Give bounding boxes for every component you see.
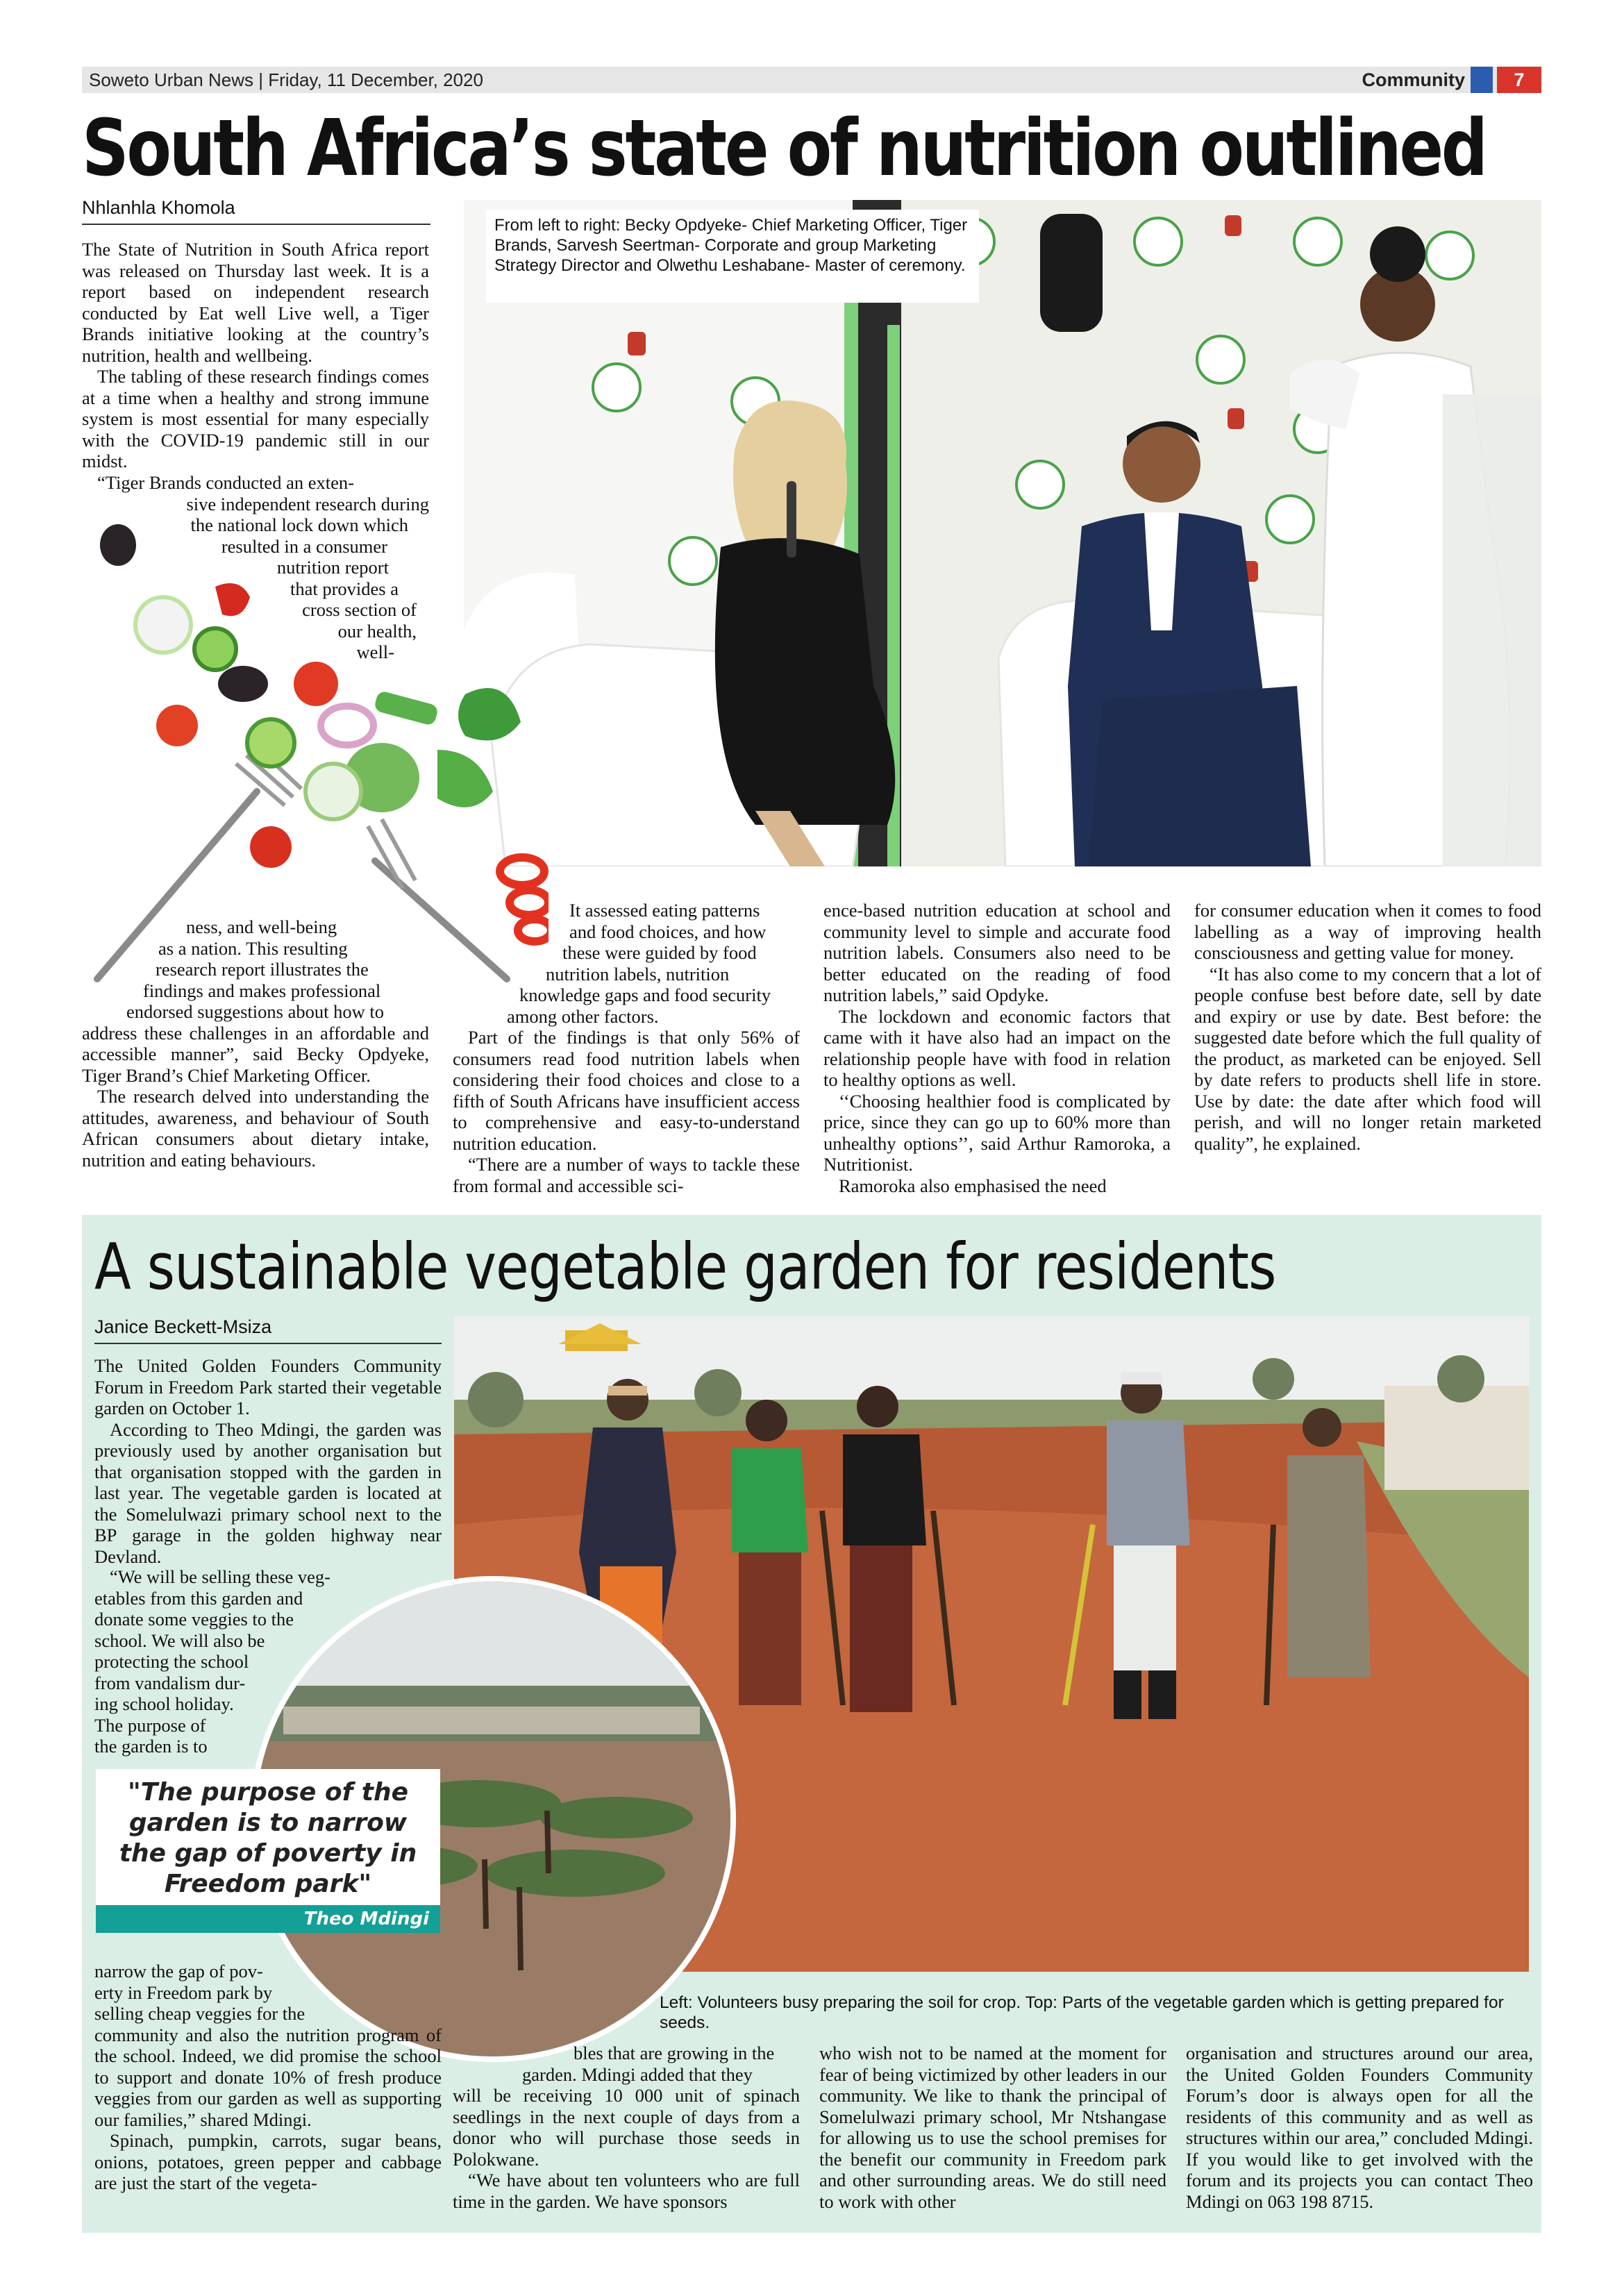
article1-line: “Tiger Brands conducted an exten- [97, 472, 354, 493]
article2-line: ing school holiday. [94, 1693, 234, 1714]
article1-paragraph: for consumer education when it comes to food labelling as a way of improving health consciousness and getting value for money. [1194, 900, 1541, 963]
article1-paragraph: ence-based nutrition education at school and community level to simple and accurate food nutrition labels. Consumers also need to be better educated on the reading of food nutrition labels,” said Opdyke. [823, 900, 1171, 1005]
article2-headline: A sustainable vegetable garden for residents [94, 1230, 1276, 1304]
article1-paragraph: Ramoroka also emphasised the need [839, 1175, 1107, 1196]
article1-line: as a nation. This resulting [158, 937, 348, 959]
article2-paragraph: organisation and structures around our area, the United Golden Founders Community Forum’s door is always open for all the residents of this community and as well as structures within our area,” concluded Mdingi. If you would like to get involved with the forum and its projects you can contact Theo Mdingi on 063 198 8715. [1186, 2043, 1533, 2212]
article2-line: “We will be selling these veg- [110, 1566, 330, 1587]
article2-line: donate some veggies to the [94, 1609, 294, 1629]
article1-column1-wrap [82, 472, 429, 663]
article1-paragraph: Part of the findings is that only 56% of consumers read food nutrition labels when considering their food choices and close to a fifth of South Africans have insufficient access to comprehensive and easy-to-understand nutrition education. [453, 1027, 800, 1154]
article2-column1-top [94, 1355, 442, 1567]
article2-paragraph: community and also the nutrition program of the school. Indeed, we did promise the school to support and donate 10% of fresh produce veggies from our garden as well as supporting our families,” shared Mdingi. [94, 2024, 442, 2130]
article1-line: and food choices, and how [569, 921, 767, 942]
article2-line: selling cheap veggies for the [94, 2003, 305, 2024]
article1-column3 [823, 900, 1171, 1196]
article2-line: garden. Mdingi added that they [522, 2063, 753, 2085]
article2-paragraph: Spinach, pumpkin, carrots, sugar beans, onions, potatoes, green pepper and cabbage are just the start of the vegeta- [94, 2130, 442, 2193]
article1-line: our health, [337, 620, 417, 642]
article1-headline: South Africa’s state of nutrition outlined [82, 103, 1486, 194]
article2-line: narrow the gap of pov- [94, 1961, 263, 1981]
article1-line: nutrition labels, nutrition [546, 963, 730, 984]
article2-line: bles that are growing in the [574, 2043, 775, 2063]
article2-line: from vandalism dur- [94, 1672, 246, 1693]
article1-column4 [1194, 900, 1541, 1154]
event-photo-caption: From left to right: Becky Opdyeke- Chief Marketing Officer, Tiger Brands, Sarvesh Seertman- Corporate and group Marketing Strategy Director and Olwethu Leshabane- Master of ceremony. [486, 210, 979, 303]
article1-paragraph: ‘‘Choosing healthier food is complicated by price, since they can go up to 60% more than unhealthy options’’, said Arthur Ramoroka, a Nutritionist. [823, 1090, 1171, 1175]
article2-column3 [819, 2043, 1166, 2212]
article1-line: these were guided by food [562, 942, 757, 963]
article1-paragraph: The tabling of these research findings comes at a time when a healthy and strong immune system is most essential for many especially with the COVID-19 pandemic still in our midst. [82, 366, 429, 471]
article1-line: knowledge gaps and food security [519, 984, 771, 1005]
article1-line: research report illustrates the [156, 959, 369, 980]
article1-line: ness, and well-being [186, 916, 337, 937]
article2-paragraph: “We have about ten volunteers who are full time in the garden. We have sponsors [453, 2170, 800, 2212]
section-color-block [1471, 67, 1493, 93]
article1-line: nutrition report [276, 557, 389, 578]
article1-line: findings and makes professional [143, 980, 381, 1001]
article2-line: etables from this garden and [94, 1587, 303, 1609]
article1-paragraph: address these challenges in an affordable and accessible manner”, said Becky Opdyeke, Tiger Brand’s Chief Marketing Officer. [82, 1022, 429, 1086]
article2-line: The purpose of [94, 1714, 206, 1736]
article2-line: protecting the school [94, 1651, 249, 1672]
article1-line: It assessed eating patterns [569, 900, 760, 921]
article1-column2 [453, 900, 800, 1196]
section-label: Community [1362, 69, 1465, 90]
article1-line: endorsed suggestions about how to [126, 1001, 384, 1022]
article2-column4 [1186, 2043, 1533, 2212]
article1-line: well- [356, 642, 394, 662]
article2-paragraph: who wish not to be named at the moment for fear of being victimized by other leaders in our community. We like to thank the principal of Somelulwazi primary school, Mr Ntshangase for allowing us to use the school premises for the benefit our community in Freedom park and other surrounding areas. We do still need to work with other [819, 2043, 1166, 2212]
article1-column1-top [82, 239, 429, 472]
article1-paragraph: The research delved into understanding the attitudes, awareness, and behaviour of South African consumers about dietary intake, nutrition and eating behaviours. [82, 1086, 429, 1171]
article1-line: among other factors. [507, 1005, 659, 1027]
pull-quote-text: "The purpose of the garden is to narrow the gap of poverty in Freedom park" [119, 1778, 417, 1898]
article1-paragraph: The State of Nutrition in South Africa report was released on Thursday last week. It is a report based on independent research conducted by Eat well Live well, a Tiger Brands initiative looking at the country’s nutrition, health and wellbeing. [82, 239, 429, 366]
article2-line: the garden is to [94, 1736, 208, 1757]
article1-byline: Nhlanhla Khomola [82, 196, 430, 225]
article2-line: school. We will also be [94, 1629, 265, 1651]
article2-column2 [453, 2043, 800, 2212]
article2-paragraph: According to Theo Mdingi, the garden was previously used by another organisation but that organisation stopped with the garden in last year. The vegetable garden is located at the Somelulwazi primary school next to the BP garage in the golden highway near Devland. [94, 1418, 442, 1567]
article2-byline: Janice Beckett-Msiza [94, 1315, 442, 1344]
article1-line: resulted in a consumer [221, 535, 387, 557]
article2-column1-wrap [94, 1566, 386, 1757]
article1-paragraph: “There are a number of ways to tackle these from formal and accessible sci- [453, 1154, 800, 1196]
article1-line: the national lock down which [190, 514, 408, 535]
article1-paragraph: “It has also come to my concern that a lot of people confuse best before date, sell by date and expiry or use by date. Best before: the suggested date before which the full quality of the product, as marketed can be enjoyed. Sell by date refers to products shell life in store. Use by date: the date after which food will perish, and will no longer retain marketed quality”, he explained. [1194, 963, 1541, 1154]
article1-line: cross section of [302, 599, 417, 620]
pull-quote-author: Theo Mdingi [303, 1909, 429, 1929]
article1-line: sive independent research during [186, 493, 429, 514]
article1-line: that provides a [290, 578, 399, 599]
article2-line: erty in Freedom park by [94, 1981, 273, 2003]
article1-column1-bottom [82, 916, 429, 1171]
article2-paragraph: The United Golden Founders Community Forum in Freedom Park started their vegetable garden on October 1. [94, 1355, 442, 1418]
article2-column1-bottom [94, 1961, 442, 2194]
article1-paragraph: The lockdown and economic factors that came with it have also had an impact on the relationship people have with food in relation to healthy options as well. [823, 1005, 1171, 1090]
page-number: 7 [1497, 67, 1541, 93]
publication-dateline: Soweto Urban News | Friday, 11 December, 2020 [89, 69, 483, 90]
article2-paragraph: will be receiving 10 000 unit of spinach seedlings in the next couple of days from a donor who will purchase those seeds in Polokwane. [453, 2085, 800, 2170]
volunteers-photo-caption: Left: Volunteers busy preparing the soil for crop. Top: Parts of the vegetable garden which is getting prepared for seeds. [660, 1993, 1504, 2032]
